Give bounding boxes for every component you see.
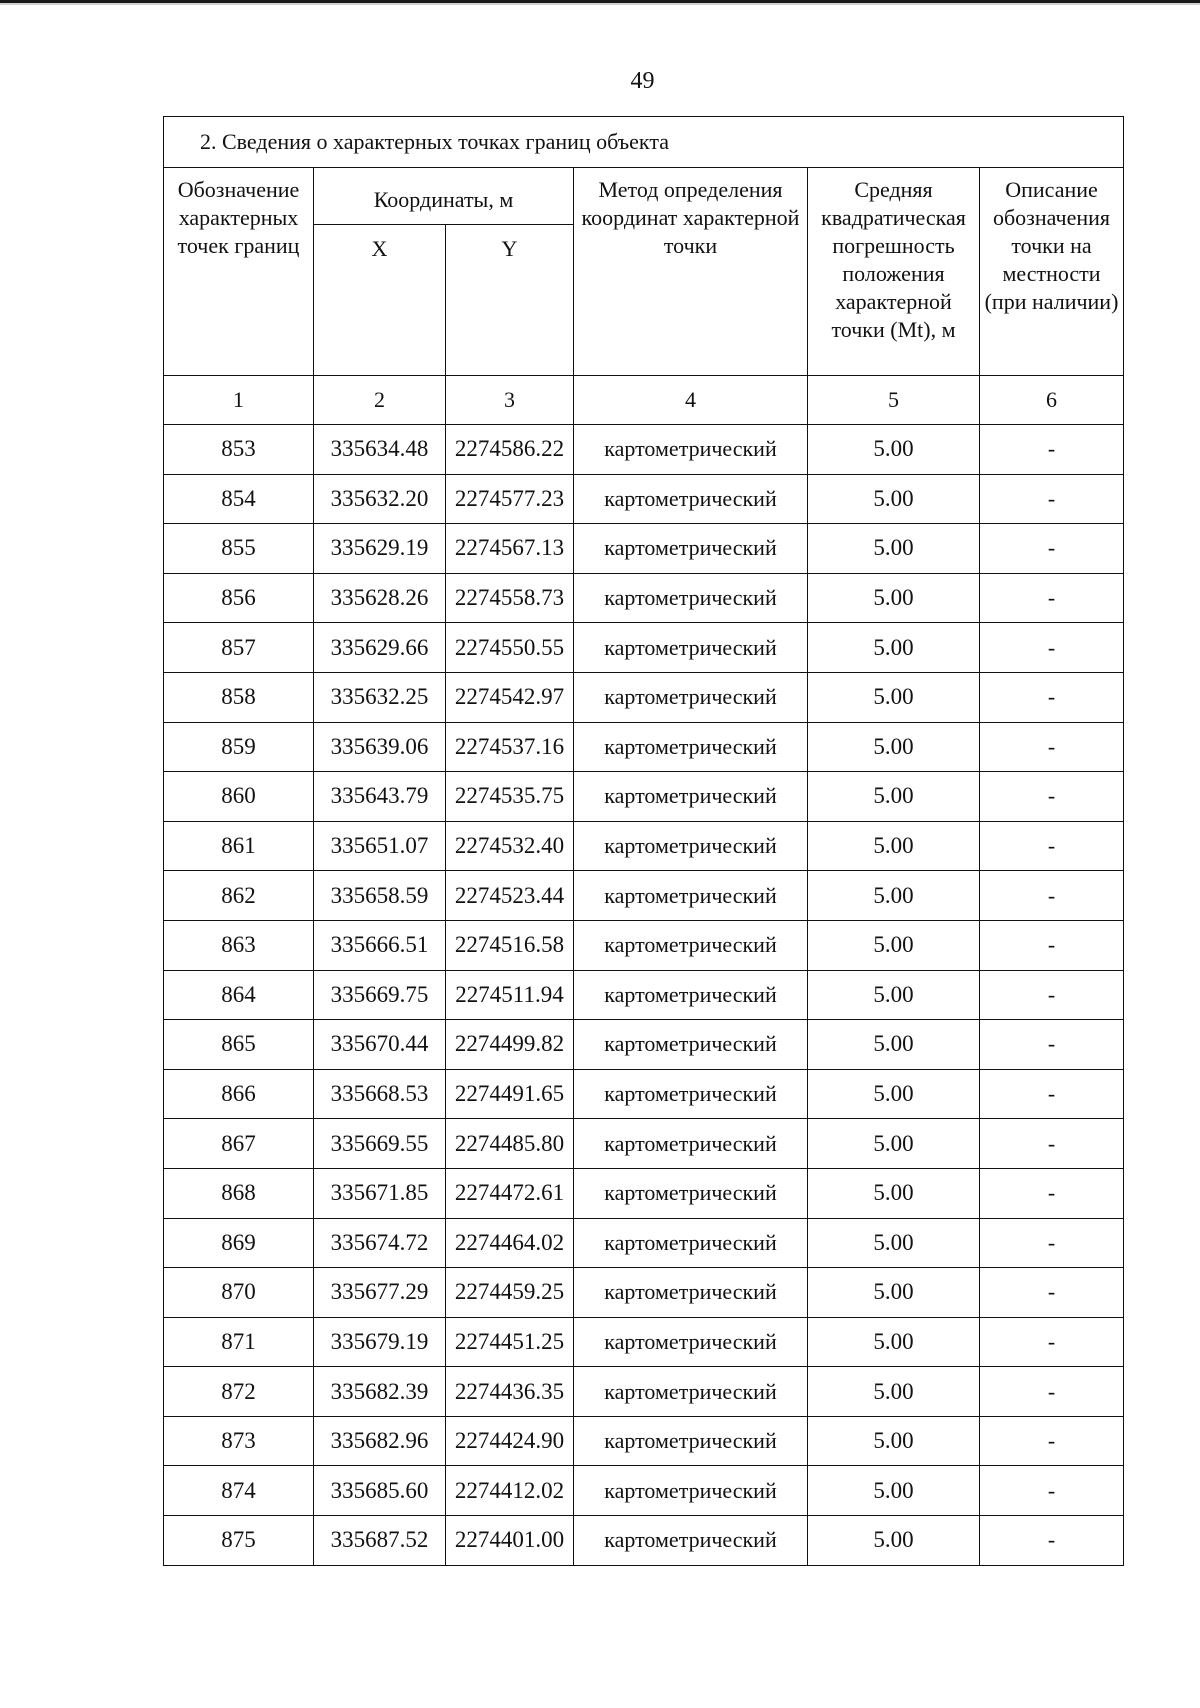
description-cell: - <box>980 722 1124 772</box>
table-row <box>164 1416 1124 1466</box>
header-x: X <box>314 225 446 376</box>
point-id-cell: 874 <box>164 1466 314 1516</box>
method-cell: картометрический <box>574 573 808 623</box>
error-cell: 5.00 <box>808 573 980 623</box>
header-description: Описание обозначения точки на местности (при наличии) <box>980 168 1124 376</box>
x-coordinate-cell: 335669.55 <box>314 1119 446 1169</box>
description-cell: - <box>980 772 1124 822</box>
column-number: 3 <box>446 376 574 425</box>
y-coordinate-cell: 2274567.13 <box>446 524 574 574</box>
header-y: Y <box>446 225 574 376</box>
method-cell: картометрический <box>574 1119 808 1169</box>
point-id-cell: 865 <box>164 1020 314 1070</box>
x-coordinate-cell: 335639.06 <box>314 722 446 772</box>
table-row <box>164 672 1124 722</box>
table-row <box>164 1317 1124 1367</box>
point-id-cell: 864 <box>164 970 314 1020</box>
error-cell: 5.00 <box>808 1020 980 1070</box>
table-row <box>164 1119 1124 1169</box>
y-coordinate-cell: 2274401.00 <box>446 1516 574 1566</box>
scan-border-shadow <box>0 3 1200 5</box>
method-cell: картометрический <box>574 524 808 574</box>
x-coordinate-cell: 335671.85 <box>314 1168 446 1218</box>
description-cell: - <box>980 474 1124 524</box>
x-coordinate-cell: 335634.48 <box>314 425 446 475</box>
y-coordinate-cell: 2274451.25 <box>446 1317 574 1367</box>
method-cell: картометрический <box>574 871 808 921</box>
point-id-cell: 875 <box>164 1516 314 1566</box>
point-id-cell: 861 <box>164 821 314 871</box>
description-cell: - <box>980 573 1124 623</box>
y-coordinate-cell: 2274459.25 <box>446 1268 574 1318</box>
table-row <box>164 1069 1124 1119</box>
error-cell: 5.00 <box>808 474 980 524</box>
boundary-points-table <box>163 116 1124 1566</box>
page-number: 49 <box>630 68 655 94</box>
error-cell: 5.00 <box>808 425 980 475</box>
x-coordinate-cell: 335658.59 <box>314 871 446 921</box>
y-coordinate-cell: 2274523.44 <box>446 871 574 921</box>
method-cell: картометрический <box>574 623 808 673</box>
error-cell: 5.00 <box>808 1218 980 1268</box>
table-row <box>164 1168 1124 1218</box>
description-cell: - <box>980 970 1124 1020</box>
y-coordinate-cell: 2274542.97 <box>446 672 574 722</box>
error-cell: 5.00 <box>808 524 980 574</box>
method-cell: картометрический <box>574 1268 808 1318</box>
error-cell: 5.00 <box>808 672 980 722</box>
table-row <box>164 1367 1124 1417</box>
y-coordinate-cell: 2274586.22 <box>446 425 574 475</box>
section-title-row <box>164 117 1124 168</box>
y-coordinate-cell: 2274464.02 <box>446 1218 574 1268</box>
x-coordinate-cell: 335677.29 <box>314 1268 446 1318</box>
table-row <box>164 970 1124 1020</box>
x-coordinate-cell: 335682.39 <box>314 1367 446 1417</box>
table-row <box>164 474 1124 524</box>
x-coordinate-cell: 335682.96 <box>314 1416 446 1466</box>
header-method: Метод определения координат характерной точки <box>574 168 808 376</box>
point-id-cell: 859 <box>164 722 314 772</box>
point-id-cell: 868 <box>164 1168 314 1218</box>
method-cell: картометрический <box>574 1317 808 1367</box>
column-number: 1 <box>164 376 314 425</box>
error-cell: 5.00 <box>808 1516 980 1566</box>
error-cell: 5.00 <box>808 1367 980 1417</box>
point-id-cell: 855 <box>164 524 314 574</box>
y-coordinate-cell: 2274485.80 <box>446 1119 574 1169</box>
y-coordinate-cell: 2274516.58 <box>446 920 574 970</box>
method-cell: картометрический <box>574 672 808 722</box>
table-row <box>164 524 1124 574</box>
header-designation: Обозначение характерных точек границ <box>164 168 314 376</box>
error-cell: 5.00 <box>808 1069 980 1119</box>
table-row <box>164 722 1124 772</box>
y-coordinate-cell: 2274499.82 <box>446 1020 574 1070</box>
method-cell: картометрический <box>574 772 808 822</box>
x-coordinate-cell: 335628.26 <box>314 573 446 623</box>
description-cell: - <box>980 1516 1124 1566</box>
description-cell: - <box>980 1020 1124 1070</box>
point-id-cell: 857 <box>164 623 314 673</box>
error-cell: 5.00 <box>808 1268 980 1318</box>
point-id-cell: 862 <box>164 871 314 921</box>
table-row <box>164 573 1124 623</box>
error-cell: 5.00 <box>808 623 980 673</box>
point-id-cell: 872 <box>164 1367 314 1417</box>
description-cell: - <box>980 1168 1124 1218</box>
error-cell: 5.00 <box>808 1466 980 1516</box>
error-cell: 5.00 <box>808 1416 980 1466</box>
table-body <box>164 117 1124 1566</box>
description-cell: - <box>980 672 1124 722</box>
error-cell: 5.00 <box>808 871 980 921</box>
error-cell: 5.00 <box>808 772 980 822</box>
table-row <box>164 1218 1124 1268</box>
description-cell: - <box>980 1367 1124 1417</box>
x-coordinate-cell: 335685.60 <box>314 1466 446 1516</box>
method-cell: картометрический <box>574 920 808 970</box>
table-row <box>164 1020 1124 1070</box>
column-number: 5 <box>808 376 980 425</box>
description-cell: - <box>980 821 1124 871</box>
x-coordinate-cell: 335651.07 <box>314 821 446 871</box>
error-cell: 5.00 <box>808 722 980 772</box>
description-cell: - <box>980 1317 1124 1367</box>
header-coordinates: Координаты, м <box>314 168 574 225</box>
error-cell: 5.00 <box>808 1317 980 1367</box>
method-cell: картометрический <box>574 1367 808 1417</box>
x-coordinate-cell: 335629.19 <box>314 524 446 574</box>
x-coordinate-cell: 335679.19 <box>314 1317 446 1367</box>
point-id-cell: 860 <box>164 772 314 822</box>
error-cell: 5.00 <box>808 1119 980 1169</box>
x-coordinate-cell: 335632.20 <box>314 474 446 524</box>
method-cell: картометрический <box>574 425 808 475</box>
column-number: 4 <box>574 376 808 425</box>
table-row <box>164 871 1124 921</box>
method-cell: картометрический <box>574 1218 808 1268</box>
method-cell: картометрический <box>574 722 808 772</box>
method-cell: картометрический <box>574 970 808 1020</box>
point-id-cell: 871 <box>164 1317 314 1367</box>
y-coordinate-cell: 2274511.94 <box>446 970 574 1020</box>
point-id-cell: 863 <box>164 920 314 970</box>
description-cell: - <box>980 425 1124 475</box>
table-row <box>164 425 1124 475</box>
point-id-cell: 856 <box>164 573 314 623</box>
x-coordinate-cell: 335668.53 <box>314 1069 446 1119</box>
x-coordinate-cell: 335629.66 <box>314 623 446 673</box>
point-id-cell: 867 <box>164 1119 314 1169</box>
description-cell: - <box>980 871 1124 921</box>
description-cell: - <box>980 1119 1124 1169</box>
y-coordinate-cell: 2274424.90 <box>446 1416 574 1466</box>
y-coordinate-cell: 2274550.55 <box>446 623 574 673</box>
x-coordinate-cell: 335674.72 <box>314 1218 446 1268</box>
description-cell: - <box>980 1218 1124 1268</box>
x-coordinate-cell: 335669.75 <box>314 970 446 1020</box>
method-cell: картометрический <box>574 474 808 524</box>
y-coordinate-cell: 2274436.35 <box>446 1367 574 1417</box>
description-cell: - <box>980 1069 1124 1119</box>
error-cell: 5.00 <box>808 970 980 1020</box>
point-id-cell: 873 <box>164 1416 314 1466</box>
point-id-cell: 854 <box>164 474 314 524</box>
column-number: 2 <box>314 376 446 425</box>
table-row <box>164 821 1124 871</box>
x-coordinate-cell: 335670.44 <box>314 1020 446 1070</box>
method-cell: картометрический <box>574 1466 808 1516</box>
method-cell: картометрический <box>574 1069 808 1119</box>
point-id-cell: 870 <box>164 1268 314 1318</box>
y-coordinate-cell: 2274558.73 <box>446 573 574 623</box>
description-cell: - <box>980 524 1124 574</box>
y-coordinate-cell: 2274535.75 <box>446 772 574 822</box>
column-number-row <box>164 376 1124 425</box>
point-id-cell: 869 <box>164 1218 314 1268</box>
table-row <box>164 1268 1124 1318</box>
method-cell: картометрический <box>574 1416 808 1466</box>
point-id-cell: 853 <box>164 425 314 475</box>
header-row-1 <box>164 168 1124 225</box>
method-cell: картометрический <box>574 1516 808 1566</box>
section-title: 2. Сведения о характерных точках границ объекта <box>164 117 1124 168</box>
description-cell: - <box>980 1466 1124 1516</box>
column-number: 6 <box>980 376 1124 425</box>
x-coordinate-cell: 335687.52 <box>314 1516 446 1566</box>
description-cell: - <box>980 1268 1124 1318</box>
error-cell: 5.00 <box>808 1168 980 1218</box>
header-error: Средняя квадратическая погрешность положения характерной точки (Mt), м <box>808 168 980 376</box>
table-row <box>164 772 1124 822</box>
method-cell: картометрический <box>574 1168 808 1218</box>
point-id-cell: 858 <box>164 672 314 722</box>
table-row <box>164 1516 1124 1566</box>
description-cell: - <box>980 623 1124 673</box>
y-coordinate-cell: 2274472.61 <box>446 1168 574 1218</box>
y-coordinate-cell: 2274412.02 <box>446 1466 574 1516</box>
table-row <box>164 623 1124 673</box>
method-cell: картометрический <box>574 821 808 871</box>
x-coordinate-cell: 335632.25 <box>314 672 446 722</box>
x-coordinate-cell: 335643.79 <box>314 772 446 822</box>
point-id-cell: 866 <box>164 1069 314 1119</box>
y-coordinate-cell: 2274532.40 <box>446 821 574 871</box>
error-cell: 5.00 <box>808 920 980 970</box>
method-cell: картометрический <box>574 1020 808 1070</box>
description-cell: - <box>980 1416 1124 1466</box>
description-cell: - <box>980 920 1124 970</box>
y-coordinate-cell: 2274537.16 <box>446 722 574 772</box>
y-coordinate-cell: 2274491.65 <box>446 1069 574 1119</box>
table-row <box>164 920 1124 970</box>
table-row <box>164 1466 1124 1516</box>
y-coordinate-cell: 2274577.23 <box>446 474 574 524</box>
error-cell: 5.00 <box>808 821 980 871</box>
x-coordinate-cell: 335666.51 <box>314 920 446 970</box>
